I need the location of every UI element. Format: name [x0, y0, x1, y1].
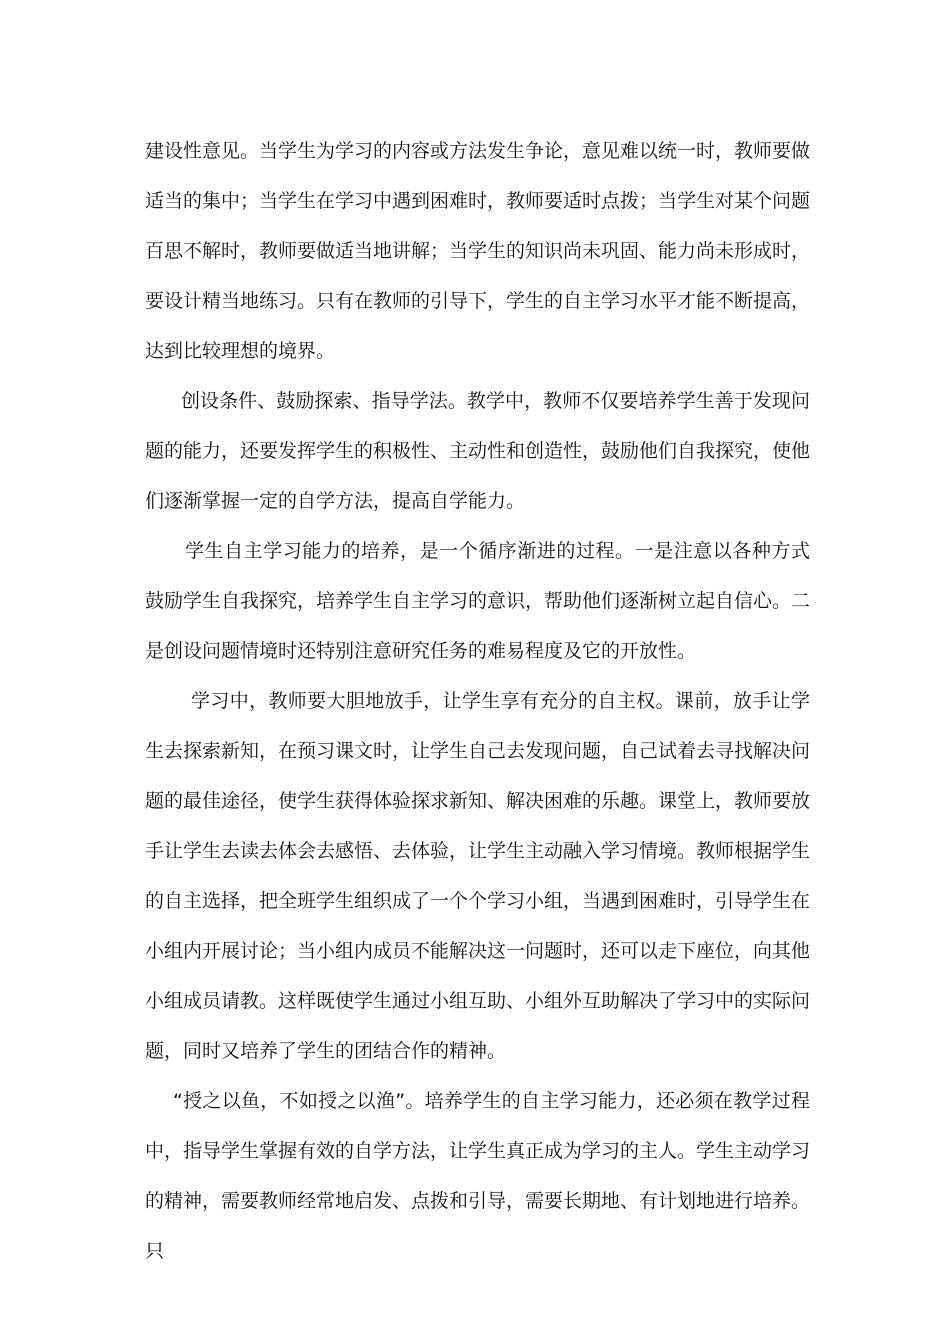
paragraph-1: 建设性意见。当学生为学习的内容或方法发生争论，意见难以统一时，教师要做适当的集中；当学生在学习中遇到困难时，教师要适时点拨；当学生对某个问题百思不解时，教师要做适当地讲解；当学生的知识尚未巩固、能力尚未形成时，要设计精当地练习。只有在教师的引导下，学生的自主学习水平才能不断提高，达到比较理想的境界。 — [145, 140, 811, 362]
document-body — [145, 126, 810, 1276]
paragraph-4: 学习中，教师要大胆地放手，让学生享有充分的自主权。课前，放手让学生去探索新知，在预习课文时，让学生自己去发现问题，自己试着去寻找解决问题的最佳途径，使学生获得体验探求新知、解决困难的乐趣。课堂上，教师要放手让学生去读去体会去感悟、去体验，让学生主动融入学习情境。教师根据学生的自主选择，把全班学生组织成了一个个学习小组，当遇到困难时，引导学生在小组内开展讨论；当小组内成员不能解决这一问题时，还可以走下座位，向其他小组成员请教。这样既使学生通过小组互助、小组外互助解决了学习中的实际问题，同时又培养了学生的团结合作的精神。 — [145, 690, 811, 1062]
paragraph-3: 学生自主学习能力的培养，是一个循序渐进的过程。一是注意以各种方式鼓励学生自我探究，培养学生自主学习的意识，帮助他们逐渐树立起自信心。二是创设问题情境时还特别注意研究任务的难易程度及它的开放性。 — [145, 540, 811, 662]
paragraph-2: 创设条件、鼓励探索、指导学法。教学中，教师不仅要培养学生善于发现问题的能力，还要发挥学生的积极性、主动性和创造性，鼓励他们自我探究，使他们逐渐掌握一定的自学方法，提高自学能力。 — [145, 390, 811, 512]
paragraph-5: “授之以鱼，不如授之以渔”。培养学生的自主学习能力，还必须在教学过程中，指导学生掌握有效的自学方法，让学生真正成为学习的主人。学生主动学习的精神，需要教师经常地启发、点拨和引导，需要长期地、有计划地进行培养。只 — [145, 1090, 811, 1262]
